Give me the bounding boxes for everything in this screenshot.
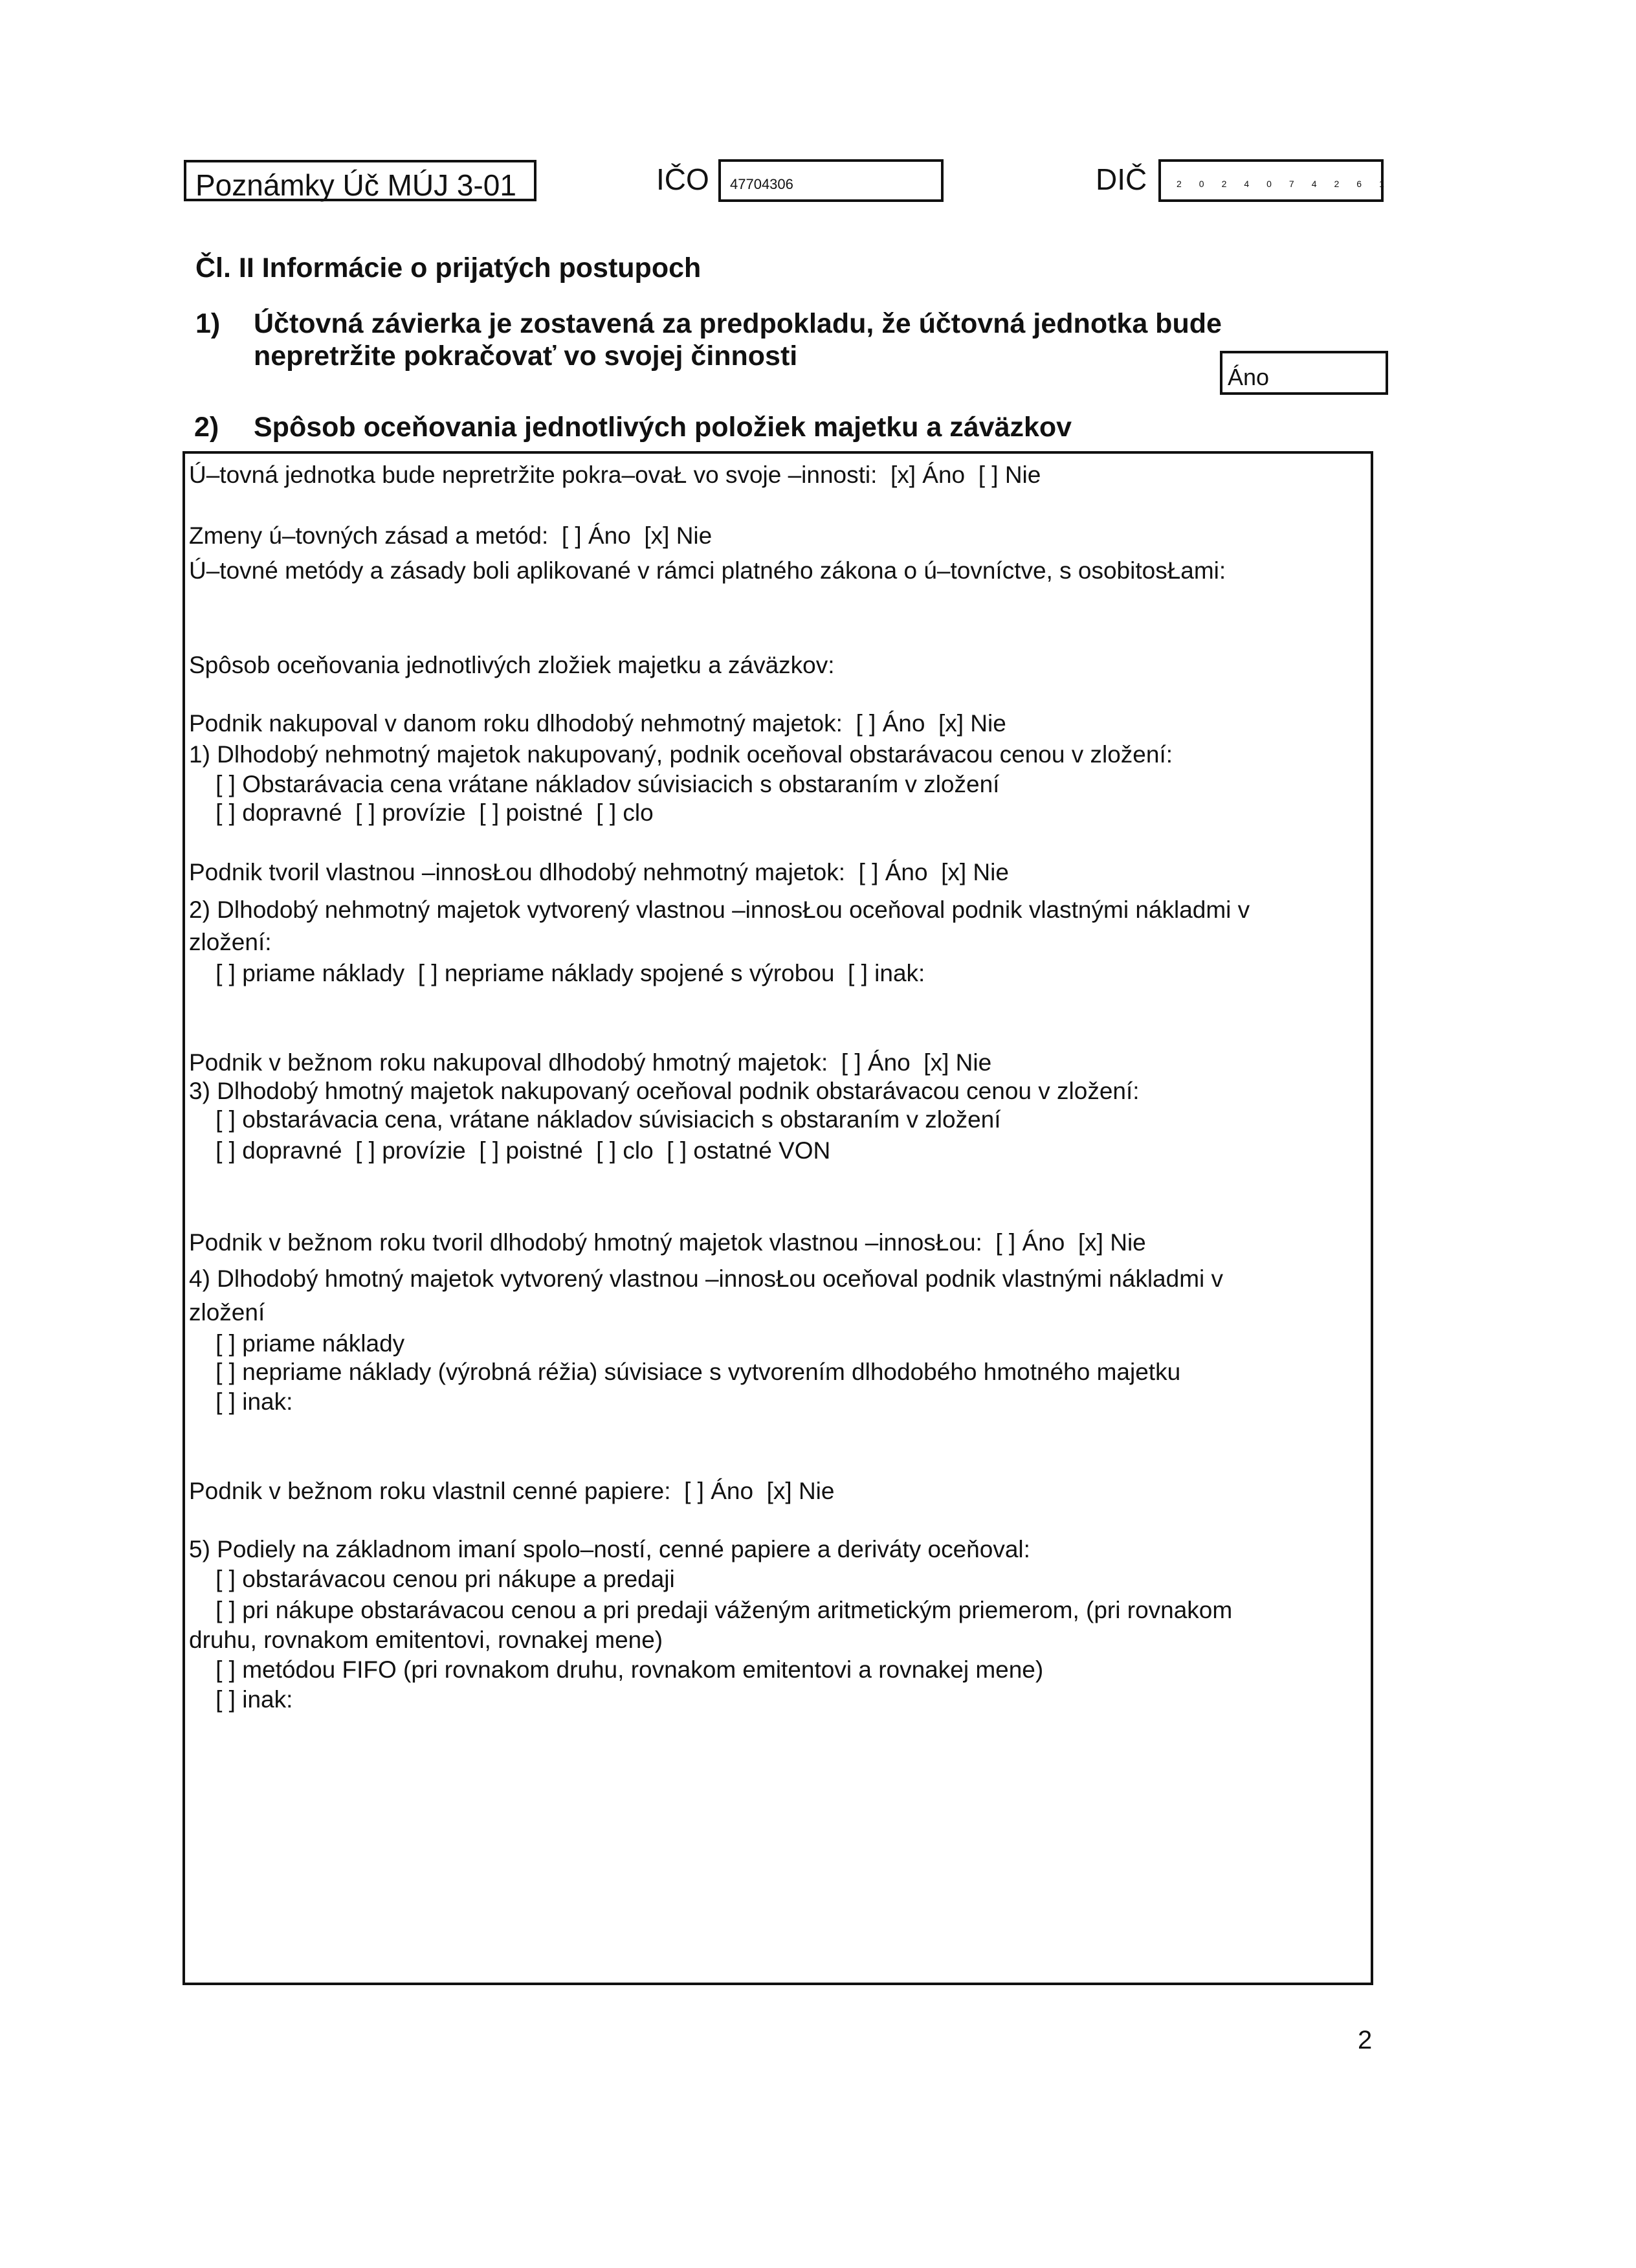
box-line: Ú–tovné metódy a zásady boli aplikované v rámci platného zákona o ú–tovníctve, s osobitosŁami: xyxy=(189,557,1226,584)
box-line: Zmeny ú–tovných zásad a metód: [ ] Áno [x] Nie xyxy=(189,522,713,549)
ico-label: IČO xyxy=(656,162,709,196)
box-line: 2) Dlhodobý nehmotný majetok vytvorený vlastnou –innosŁou oceňoval podnik vlastnými nákladmi v xyxy=(189,896,1250,923)
box-line: [ ] nepriame náklady (výrobná réžia) súvisiace s vytvorením dlhodobého hmotného majetku xyxy=(189,1359,1181,1385)
box-line: [ ] pri nákupe obstarávacou cenou a pri predaji váženým aritmetickým priemerom, (pri rovnakom xyxy=(189,1597,1233,1623)
item1-answer: Áno xyxy=(1228,364,1270,390)
box-line: [ ] priame náklady xyxy=(189,1330,405,1357)
box-line: Podnik v bežnom roku vlastnil cenné papiere: [ ] Áno [x] Nie xyxy=(189,1478,835,1504)
box-line: [ ] obstarávacou cenou pri nákupe a predaji xyxy=(189,1566,675,1592)
box-line: 5) Podiely na základnom imaní spolo–ností, cenné papiere a deriváty oceňoval: xyxy=(189,1536,1030,1562)
box-line: zložení xyxy=(189,1299,265,1326)
box-line: [ ] inak: xyxy=(189,1388,293,1415)
form-title: Poznámky Úč MÚJ 3-01 xyxy=(195,168,516,202)
dic-field xyxy=(1158,159,1402,202)
box-line: Ú–tovná jednotka bude nepretržite pokra–ovaŁ vo svoje –innosti: [x] Áno [ ] Nie xyxy=(189,461,1041,488)
box-line: Podnik nakupoval v danom roku dlhodobý nehmotný majetok: [ ] Áno [x] Nie xyxy=(189,710,1006,737)
box-line: [ ] dopravné [ ] provízie [ ] poistné [ ] clo [ ] ostatné VON xyxy=(189,1137,831,1164)
ico-field xyxy=(718,159,944,202)
box-line: Spôsob oceňovania jednotlivých zložiek majetku a záväzkov: xyxy=(189,652,835,678)
ico-value: 47704306 xyxy=(730,176,793,192)
valuation-methods-box xyxy=(182,451,1373,1985)
dic-label: DIČ xyxy=(1096,162,1147,196)
box-line: [ ] inak: xyxy=(189,1686,293,1713)
box-line: Podnik v bežnom roku tvoril dlhodobý hmotný majetok vlastnou –innosŁou: [ ] Áno [x] Nie xyxy=(189,1229,1146,1256)
page-number: 2 xyxy=(1358,2026,1373,2054)
form-title-box xyxy=(184,160,536,201)
box-line: Podnik v bežnom roku nakupoval dlhodobý hmotný majetok: [ ] Áno [x] Nie xyxy=(189,1049,992,1076)
item2-title: Spôsob oceňovania jednotlivých položiek majetku a záväzkov xyxy=(254,412,1072,443)
box-line: [ ] metódou FIFO (pri rovnakom druhu, rovnakom emitentovi a rovnakej mene) xyxy=(189,1656,1044,1683)
box-line: [ ] Obstarávacia cena vrátane nákladov súvisiacich s obstaraním v zložení xyxy=(189,771,1000,797)
box-line: [ ] dopravné [ ] provízie [ ] poistné [ ] clo xyxy=(189,799,654,826)
box-line: [ ] priame náklady [ ] nepriame náklady spojené s výrobou [ ] inak: xyxy=(189,960,925,986)
item1-answer-box xyxy=(1220,351,1388,395)
box-line: 1) Dlhodobý nehmotný majetok nakupovaný, podnik oceňoval obstarávacou cenou v zložení: xyxy=(189,741,1173,768)
box-line: Podnik tvoril vlastnou –innosŁou dlhodobý nehmotný majetok: [ ] Áno [x] Nie xyxy=(189,859,1009,885)
section-title: Čl. II Informácie o prijatých postupoch xyxy=(195,252,702,284)
box-line: [ ] obstarávacia cena, vrátane nákladov súvisiacich s obstaraním v zložení xyxy=(189,1106,1001,1133)
item1-number: 1) xyxy=(195,308,221,339)
box-line: 3) Dlhodobý hmotný majetok nakupovaný oceňoval podnik obstarávacou cenou v zložení: xyxy=(189,1078,1140,1104)
item1-line2: nepretržite pokračovať vo svojej činnosti xyxy=(254,340,798,372)
box-line: zložení: xyxy=(189,929,272,955)
box-line: druhu, rovnakom emitentovi, rovnakej mene) xyxy=(189,1627,663,1653)
item2-number: 2) xyxy=(194,412,219,443)
item1-line1: Účtovná závierka je zostavená za predpokladu, že účtovná jednotka bude xyxy=(254,308,1222,339)
box-line: 4) Dlhodobý hmotný majetok vytvorený vlastnou –innosŁou oceňoval podnik vlastnými nákladmi v xyxy=(189,1265,1224,1292)
dic-value: 2024074261 xyxy=(1177,179,1402,189)
